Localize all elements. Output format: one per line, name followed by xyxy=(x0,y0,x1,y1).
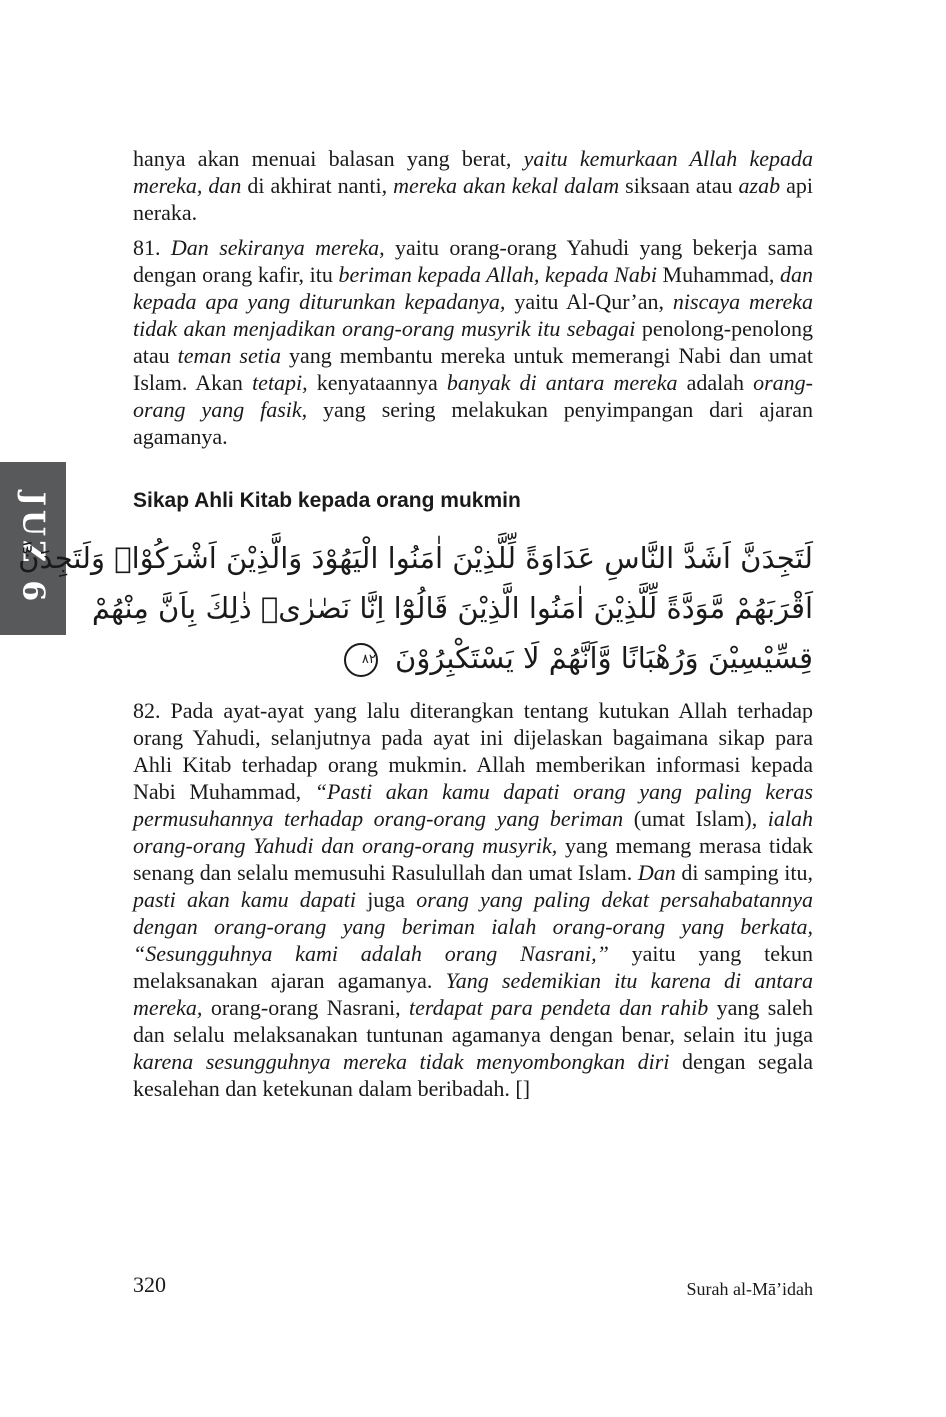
text-run: orang-orang Nasrani, xyxy=(202,995,410,1020)
italic-text-run: Dan sekiranya mereka, xyxy=(170,235,385,260)
text-run: 82. Pada ayat-ayat yang lalu diterangkan tentang kutukan Allah terhadap orang Yahudi, selanjutnya pada ayat ini dijelaskan bagaimana sikap para Ahli Kitab terhadap orang mukmin. Allah memberikan informasi kepada Nabi Muhammad, xyxy=(133,698,813,804)
italic-text-run: niscaya mereka tidak akan menjadikan orang-orang musyrik itu sebagai xyxy=(133,289,813,341)
text-run: di akhirat nanti, xyxy=(241,173,394,198)
arabic-line-1: لَتَجِدَنَّ اَشَدَّ النَّاسِ عَدَاوَةً لِّلَّذِيْنَ اٰمَنُوا الْيَهُوْدَ وَالَّذِيْنَ اَشْرَكُوْاۚ وَلَتَجِدَنَّ xyxy=(18,541,813,575)
text-run: (umat Islam), xyxy=(623,806,768,831)
text-run: yang sering melakukan penyimpangan dari ajaran agamanya. xyxy=(133,397,813,449)
text-run: siksaan atau xyxy=(619,173,739,198)
verse-82-paragraph xyxy=(133,697,813,1102)
text-run: Muhammad, xyxy=(656,262,780,287)
italic-text-run: banyak di antara mereka xyxy=(446,370,678,395)
text-run: yang saleh dan selalu melaksanakan tuntunan agamanya dengan benar, selain itu juga xyxy=(133,995,813,1047)
italic-text-run: dan kepada apa yang diturunkan kepadanya, xyxy=(133,262,813,314)
text-run: juga xyxy=(356,887,417,912)
italic-text-run: terdapat para pendeta dan rahib xyxy=(409,995,709,1020)
juz-label: JUZ 6 xyxy=(15,491,51,606)
arabic-line-3 xyxy=(133,633,813,683)
italic-text-run: orang-orang yang fasik, xyxy=(133,370,814,422)
text-run: dengan segala kesalehan dan ketekunan dalam beribadah. [] xyxy=(133,1049,814,1101)
italic-text-run: teman setia xyxy=(177,343,281,368)
italic-text-run: Yang sedemikian itu karena di antara mereka, xyxy=(133,968,814,1020)
italic-text-run: karena sesungguhnya mereka tidak menyombongkan diri xyxy=(133,1049,670,1074)
text-run: kenyataannya xyxy=(307,370,447,395)
text-run: yaitu yang tekun melaksanakan ajaran agamanya. xyxy=(133,941,813,993)
page-number: 320 xyxy=(133,1272,166,1297)
text-run: penolong-penolong atau xyxy=(133,316,813,368)
arabic-line-2: اَقْرَبَهُمْ مَّوَدَّةً لِّلَّذِيْنَ اٰمَنُوا الَّذِيْنَ قَالُوْٓا اِنَّا نَصٰرٰىۗ ذٰلِكَ بِاَنَّ مِنْهُمْ xyxy=(91,591,813,625)
text-run: di samping itu, xyxy=(675,860,813,885)
italic-text-run: orang yang paling dekat persahabatannya dengan orang-orang yang beriman ialah orang-orang yang berkata, “Sesungguhnya kami adalah orang Nasrani,” xyxy=(133,887,813,966)
italic-text-run: Dan xyxy=(637,860,676,885)
text-run: adalah xyxy=(677,370,754,395)
italic-text-run: tetapi, xyxy=(252,370,308,395)
text-run: yaitu Al-Qur’an, xyxy=(505,289,673,314)
text-run: 81. xyxy=(133,235,171,260)
italic-text-run: azab xyxy=(738,173,781,198)
italic-text-run: ialah orang-orang Yahudi dan orang-orang musyrik, xyxy=(133,806,813,858)
text-run: api neraka. xyxy=(133,173,813,225)
text-run: yang membantu mereka untuk memerangi Nabi dan umat Islam. Akan xyxy=(133,343,813,395)
italic-text-run: beriman kepada Allah, kepada Nabi xyxy=(338,262,657,287)
text-run: yang memang merasa tidak senang dan selalu memusuhi Rasulullah dan umat Islam. xyxy=(133,833,813,885)
italic-text-run: pasti akan kamu dapati xyxy=(133,887,356,912)
intro-paragraph xyxy=(133,145,813,226)
ayah-number-marker: ٨٢ xyxy=(344,643,378,677)
arabic-line-3-text: قِسِّيْسِيْنَ وَرُهْبَانًا وَّاَنَّهُمْ لَا يَسْتَكْبِرُوْنَ xyxy=(395,641,813,675)
verse-81-paragraph xyxy=(133,234,813,450)
italic-text-run: “Pasti akan kamu dapati orang yang paling keras permusuhannya terhadap orang-orang yang beriman xyxy=(133,779,813,831)
text-run: yaitu orang-orang Yahudi yang bekerja sama dengan orang kafir, itu xyxy=(133,235,814,287)
text-run: hanya akan menuai balasan yang berat, xyxy=(133,146,524,171)
surah-running-footer: Surah al-Mā’idah xyxy=(686,1279,813,1299)
italic-text-run: yaitu kemurkaan Allah kepada mereka, dan xyxy=(133,146,814,198)
section-heading: Sikap Ahli Kitab kepada orang mukmin xyxy=(133,489,521,512)
italic-text-run: mereka akan kekal dalam xyxy=(393,173,620,198)
